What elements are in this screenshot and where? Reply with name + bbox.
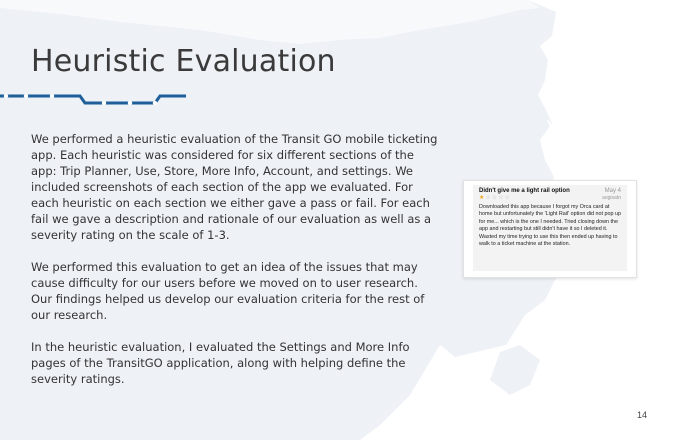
star-icon: ☆: [498, 195, 504, 201]
star-icon: ☆: [485, 195, 491, 201]
star-icon: ★: [479, 195, 485, 201]
star-icon: ☆: [504, 195, 510, 201]
paragraph: We performed this evaluation to get an idea of the issues that may cause difficulty for our users before we moved on to user research. Our findings helped us develop our evaluation criteria for the rest of our research.: [31, 260, 425, 322]
star-rating: [479, 195, 510, 201]
transit-stop-icon: [128, 101, 132, 105]
review-screenshot: [463, 180, 637, 278]
transit-stop-icon: [24, 94, 28, 98]
review-content: [473, 185, 627, 271]
body-text: [31, 131, 441, 403]
paragraph: In the heuristic evaluation, I evaluated the Settings and More Info pages of the TransitGO application, along with helping define the severity ratings.: [31, 340, 410, 386]
review-date: May 4: [604, 188, 621, 194]
transit-stop-icon: [102, 101, 106, 105]
transit-stop-icon: [4, 94, 8, 98]
review-body: Downloaded this app because I forgot my Orca card at home but unfortunately the 'Light Rail' option did not pop up for me... which is the one I needed. Tried closing down the app and restarting but still didn't have it so I deleted it. Wasted my time trying to use this then ended up having to walk to a ticket machine at the station.: [479, 204, 622, 248]
page-title: Heuristic Evaluation: [31, 44, 336, 79]
star-icon: ☆: [491, 195, 498, 201]
review-title: Didn't give me a light rail option: [479, 188, 570, 194]
review-username: aogisatn: [602, 195, 621, 201]
paragraph: We performed a heuristic evaluation of the Transit GO mobile ticketing app. Each heuristic was considered for six different sections of the app: Trip Planner, Use, Store, More Info, Account, and settings. We included screenshots of each section of the app we evaluated. For each heuristic on each section we either gave a pass or fail. For each fail we gave a description and rationale of our evaluation as well as a severity rating on the scale of 1-3.: [31, 132, 438, 242]
transit-stop-icon: [153, 101, 157, 105]
transit-stop-icon: [50, 94, 54, 98]
page-number: 14: [637, 410, 648, 420]
transit-line-graphic: [0, 88, 200, 112]
